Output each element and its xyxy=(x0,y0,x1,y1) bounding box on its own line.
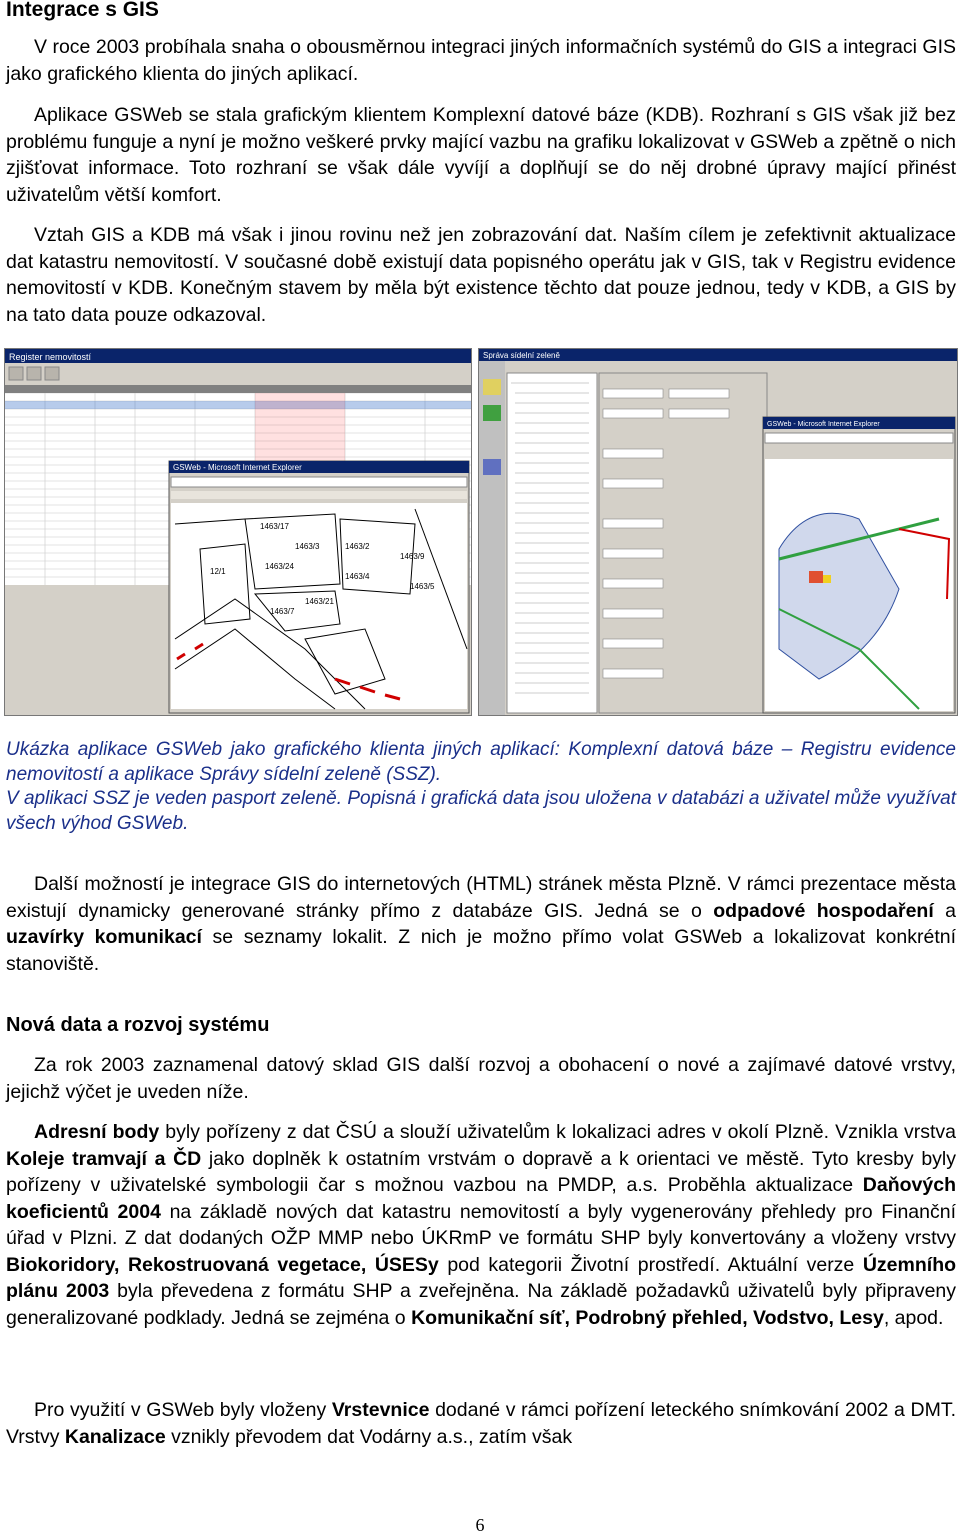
paragraph-6 xyxy=(6,1119,956,1331)
map-label-10: 1463/5 xyxy=(410,582,435,591)
map-label-8: 1463/21 xyxy=(305,597,334,606)
paragraph-4-text-c: se seznamy lokalit. Z nich je možno přímo volat GSWeb a lokalizovat konkrétní stanoviště. xyxy=(6,926,956,975)
paragraph-1-text: V roce 2003 probíhala snaha o obousměrnou integraci jiných informačních systémů do GIS a integraci GIS jako grafického klienta do jiných aplikací. xyxy=(6,36,956,85)
section-title-integrace: Integrace s GIS xyxy=(6,0,159,21)
ssz-window-title: Správa sídelní zeleně xyxy=(483,351,560,360)
map-label-5: 1463/4 xyxy=(345,572,370,581)
section2.p3-run-4: vznikly převodem dat Vodárny a.s., zatím však xyxy=(165,1425,573,1448)
screenshot-kdb-gsweb xyxy=(4,348,472,716)
section2.p3-run-3: Kanalizace xyxy=(64,1425,166,1448)
paragraph-5-text: Za rok 2003 zaznamenal datový sklad GIS další rozvoj a obohacení o nové a zajímavé datové vrstvy, jejichž výčet je uveden níže. xyxy=(6,1054,956,1103)
paragraph-3-text: Vztah GIS a KDB má však i jinou rovinu než jen zobrazování dat. Naším cílem je zefektivnit aktualizace dat katastru nemovitostí. V současné době existují data popisného operátu jak v GIS, tak v Registru evidence nemovitostí v KDB. Konečným stavem by měla být existence těchto dat pouze jednou, tedy v KDB, a GIS by na tato data pouze odkazoval. xyxy=(6,224,956,326)
section2.p2-run-11: , apod. xyxy=(883,1306,944,1329)
section2.p2-run-8: Územního plánu 2003 xyxy=(6,1253,957,1302)
paragraph-4-text-b: a xyxy=(933,899,956,922)
paragraph-2-text: Aplikace GSWeb se stala grafickým klientem Komplexní datové báze (KDB). Rozhraní s GIS však již bez problému funguje a nyní je možno veškeré prvky mající vazbu na grafiku lokalizovat v GSWeb a zpětně o nich zjišťovat informace. Toto rozhraní se však dále vyvíjí a doplňují se do něj drobné úpravy mající přinést uživatelům větší komfort. xyxy=(6,104,956,206)
map-label-7: 1463/7 xyxy=(270,607,295,616)
section2.p2-run-2: Koleje tramvají a ČD xyxy=(6,1147,202,1170)
kdb-window-title: Register nemovitostí xyxy=(9,352,92,362)
section2.p2-run-9: byla převedena z formátu SHP a zveřejněna. Na základě požadavků uživatelů byly připraveny generalizované podklady. Jedná se zejména o xyxy=(6,1280,957,1329)
paragraph-7-runs xyxy=(6,1399,956,1448)
map-label-4: 1463/24 xyxy=(265,562,294,571)
map-label-2: 1463/3 xyxy=(295,542,320,551)
figure-caption-2: V aplikaci SSZ je veden pasport zeleně. Popisná i grafická data jsou uložena v databázi a uživatel může využívat všech výhod GSWeb. xyxy=(6,788,956,834)
figure-caption-1: Ukázka aplikace GSWeb jako grafického klienta jiných aplikací: Komplexní datová báze – Registru evidence nemovitostí a aplikace Správy sídelní zeleně (SSZ). xyxy=(6,739,956,785)
paragraph-4-bold-b: uzavírky komunikací xyxy=(6,926,202,948)
section-title-nova-data: Nová data a rozvoj systému xyxy=(6,1014,270,1036)
page-number: 6 xyxy=(475,1515,485,1535)
section2.p3-run-2: dodané v rámci pořízení leteckého snímkování 2002 a DMT. Vrstvy xyxy=(6,1399,956,1448)
section2.p2-run-7: pod kategorii Životní prostředí. Aktuální verze xyxy=(438,1253,863,1276)
section2.p3-run-1: Vrstevnice xyxy=(331,1399,430,1421)
section2.p2-run-5: na základě nových dat katastru nemovitostí a byly vygenerovány přehledy pro Finanční úřad v Plzni. Z dat dodaných OŽP MMP nebo ÚKRmP ve formátu SHP byly konvertovány a vloženy vrstvy xyxy=(6,1200,957,1249)
gsweb-right-title: GSWeb - Microsoft Internet Explorer xyxy=(767,421,880,428)
section2.p2-run-3: jako doplněk k ostatním vrstvám o dopravě a k orientaci ve městě. Tyto kresby byly pořízeny v uživatelské symbologii čar s možnou vazbou na PMDP, a.s. Proběhla aktualizace xyxy=(6,1147,956,1196)
paragraph-4 xyxy=(6,871,956,977)
section2.p2-run-10: Komunikační síť, Podrobný přehled, Vodstvo, Lesy xyxy=(411,1306,884,1329)
section2.p2-run-1: byly pořízeny z dat ČSÚ a slouží uživatelům k lokalizaci adres v okolí Plzně. Vznikla vrstva xyxy=(159,1121,956,1143)
gsweb-left-title: GSWeb - Microsoft Internet Explorer xyxy=(173,463,302,472)
section2.p2-run-6: Biokoridory, Rekostruovaná vegetace, ÚSESy xyxy=(6,1253,439,1276)
paragraph-2 xyxy=(6,102,956,208)
paragraph-5 xyxy=(6,1052,956,1105)
screenshot-kdb-graphic xyxy=(5,349,471,715)
paragraph-1 xyxy=(6,34,956,87)
paragraph-7 xyxy=(6,1397,956,1450)
paragraph-6-runs xyxy=(6,1121,956,1329)
map-label-6: 12/1 xyxy=(210,567,226,576)
screenshot-ssz-gsweb xyxy=(478,348,958,716)
paragraph-4-text-a: Další možností je integrace GIS do internetových (HTML) stránek města Plzně. V rámci prezentace města existují dynamicky generované stránky přímo z databáze GIS. Jedná se o xyxy=(6,873,956,922)
map-label-9: 1463/9 xyxy=(400,552,425,561)
map-label-3: 1463/2 xyxy=(345,542,370,551)
section2.p3-run-0: Pro využití v GSWeb byly vloženy xyxy=(34,1399,332,1421)
screenshot-ssz-graphic xyxy=(479,349,957,715)
section2.p2-run-0: Adresní body xyxy=(34,1121,160,1143)
section2.p2-run-4: Daňových koeficientů 2004 xyxy=(6,1174,956,1223)
paragraph-3 xyxy=(6,222,956,328)
map-label-1: 1463/17 xyxy=(260,522,289,531)
paragraph-4-bold-a: odpadové hospodaření xyxy=(713,899,934,922)
